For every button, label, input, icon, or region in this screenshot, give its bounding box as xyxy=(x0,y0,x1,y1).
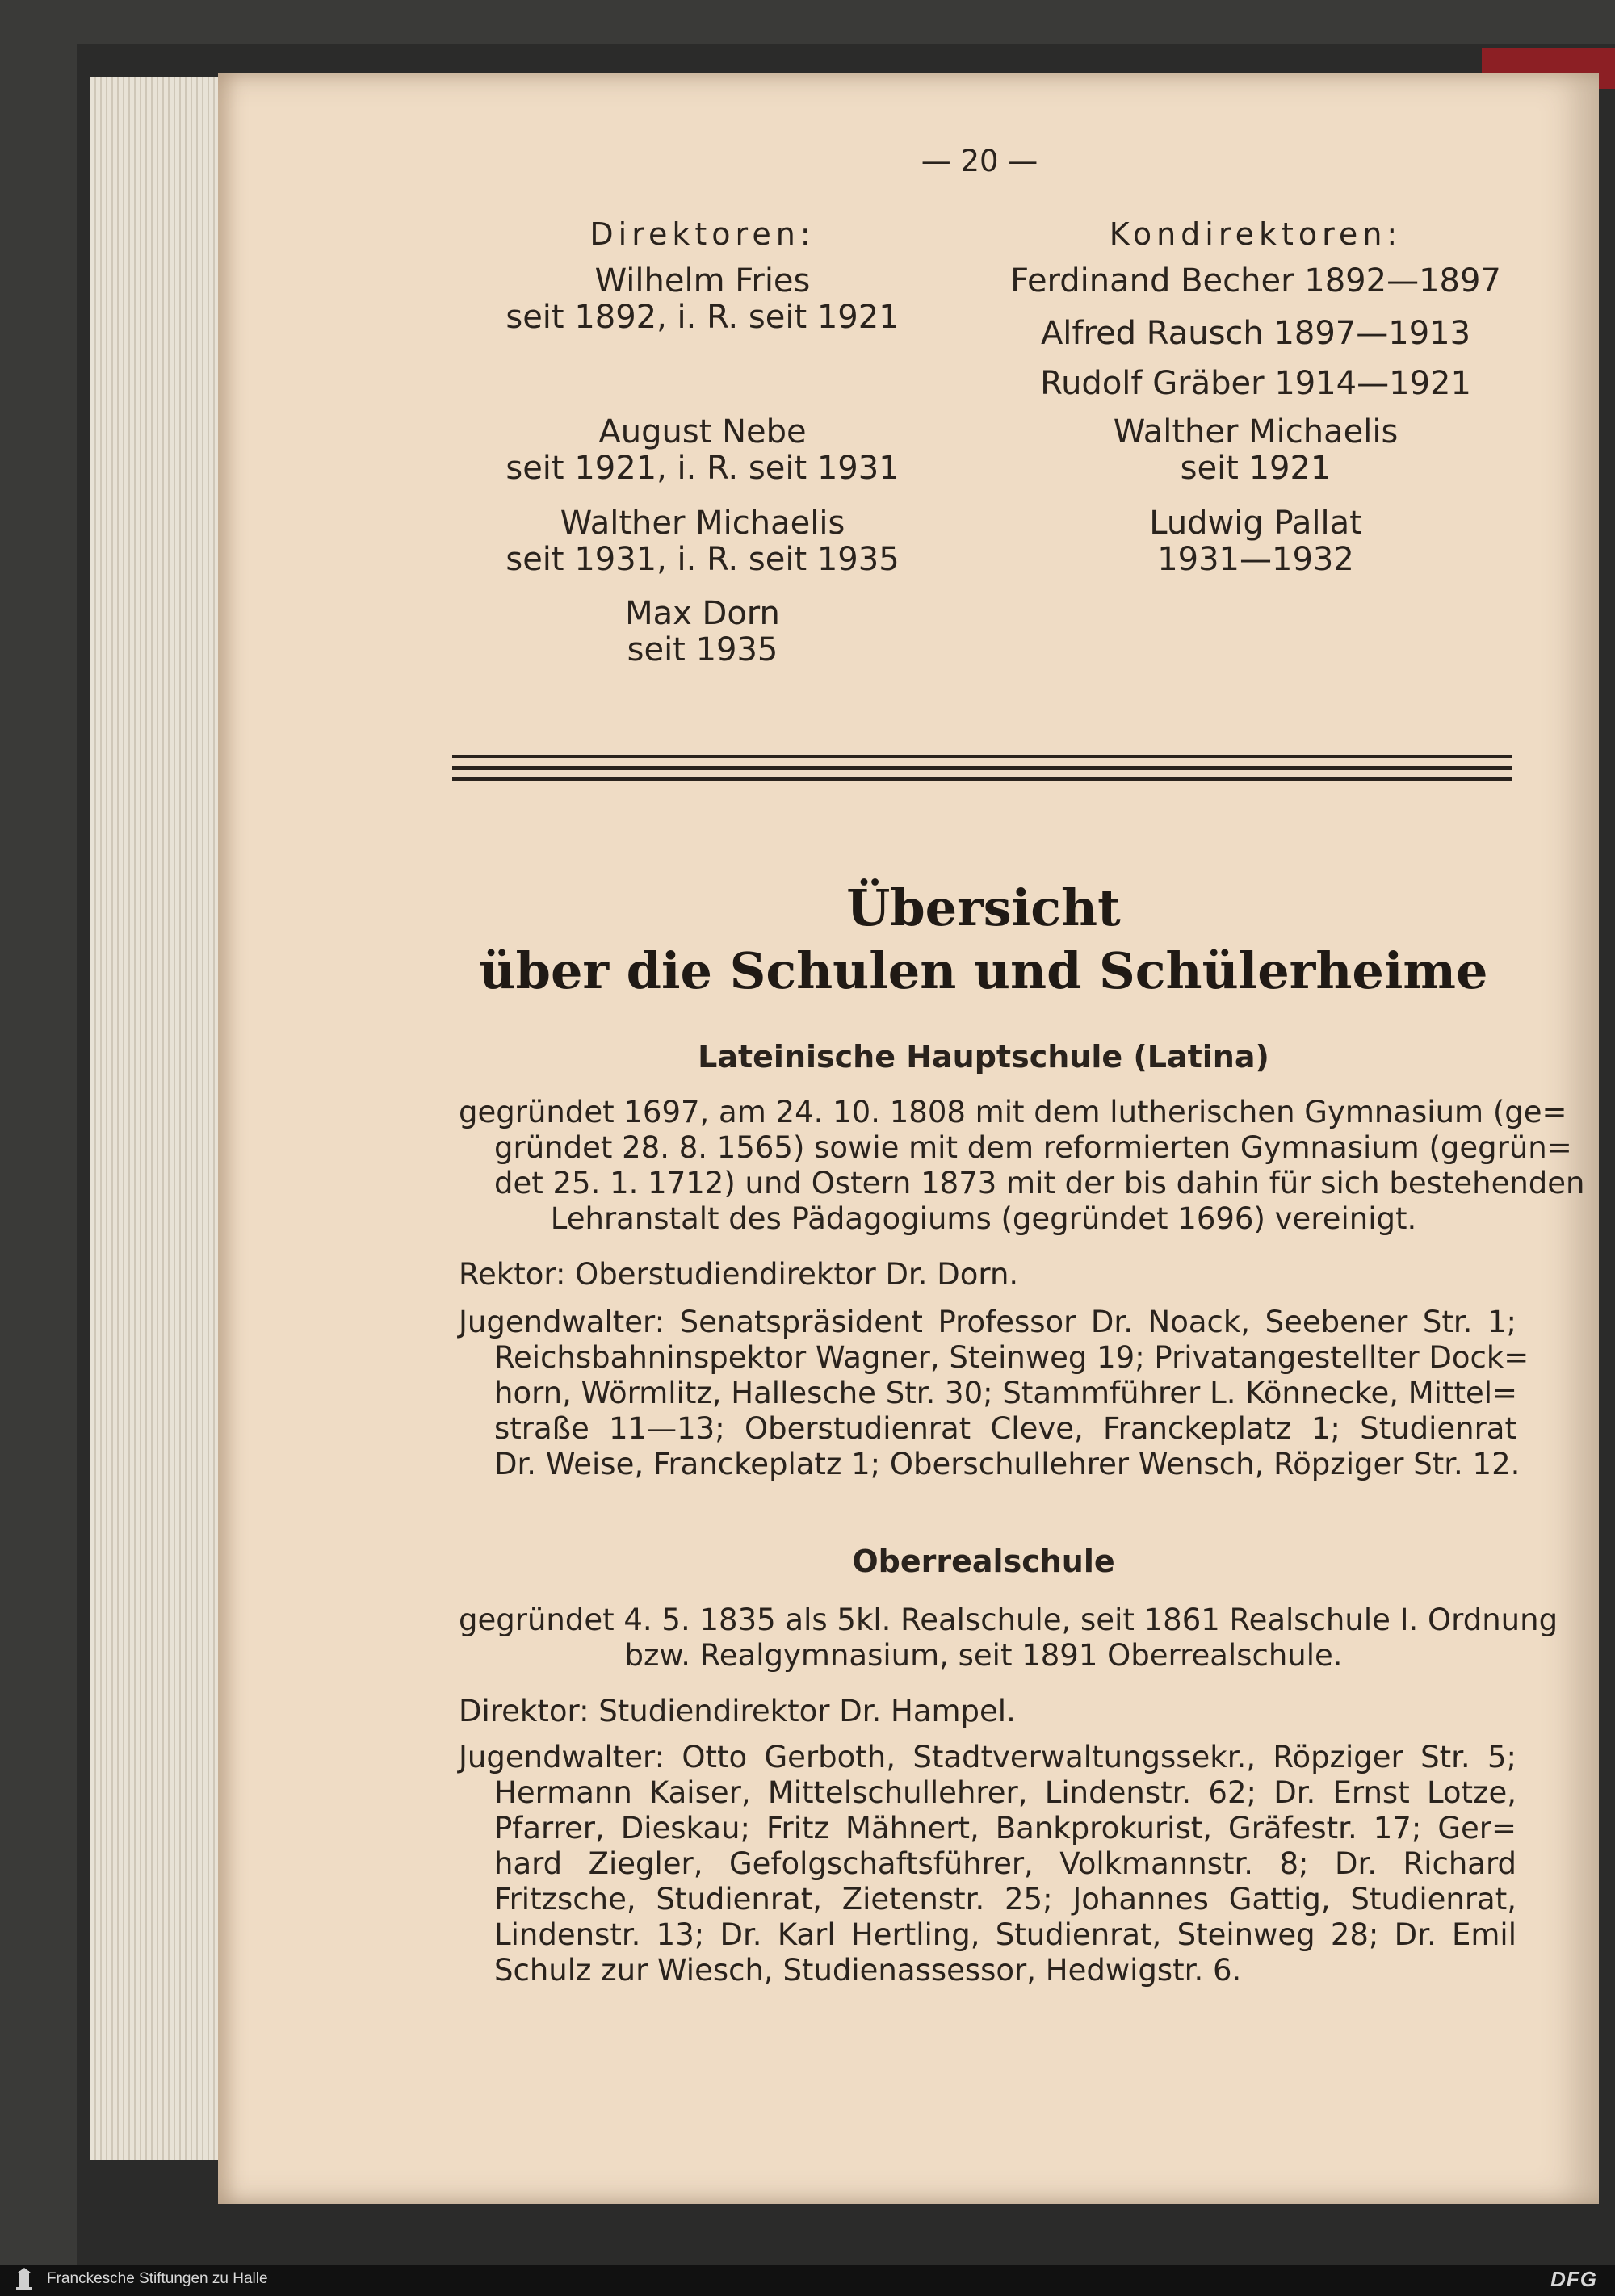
page-stack-edge xyxy=(90,77,228,2160)
latina-history-line: gründet 28. 8. 1565) sowie mit dem reformierten Gymnasium (gegrün= xyxy=(494,1130,1572,1165)
latina-jugendwalter-line: Dr. Weise, Franckeplatz 1; Oberschullehrer Wensch, Röpziger Str. 12. xyxy=(494,1447,1521,1481)
oberrealschule-history-line: gegründet 4. 5. 1835 als 5kl. Realschule, seit 1861 Realschule I. Ordnung xyxy=(459,1603,1558,1637)
condirector-name: Alfred Rausch 1897—1913 xyxy=(1040,315,1471,352)
condirector-name: Ferdinand Becher 1892—1897 xyxy=(1010,262,1501,300)
oberrealschule-jugendwalter-line: Fritzsche, Studienrat, Zietenstr. 25; Johannes Gattig, Studienrat, xyxy=(494,1882,1516,1917)
latina-history-line: gegründet 1697, am 24. 10. 1808 mit dem lutherischen Gymnasium (ge= xyxy=(459,1095,1567,1129)
oberrealschule-direktor: Direktor: Studiendirektor Dr. Hampel. xyxy=(459,1694,1016,1728)
director-detail: seit 1935 xyxy=(627,631,778,668)
condirector-name: Rudolf Gräber 1914—1921 xyxy=(1040,365,1471,402)
oberrealschule-history-line: bzw. Realgymnasium, seit 1891 Oberrealschule. xyxy=(624,1638,1343,1673)
condirectors-heading: Kondirektoren: xyxy=(1109,216,1403,252)
latina-history-line: det 25. 1. 1712) und Ostern 1873 mit der bis dahin für sich bestehenden xyxy=(494,1166,1585,1200)
condirector-name: Walther Michaelis xyxy=(1113,413,1399,450)
section-divider xyxy=(452,755,1512,784)
oberrealschule-jugendwalter-line: hard Ziegler, Gefolgschaftsführer, Volkmannstr. 8; Dr. Richard xyxy=(494,1846,1516,1881)
condirector-detail: seit 1921 xyxy=(1180,450,1332,487)
latina-jugendwalter-line: Jugendwalter: Senatspräsident Professor Dr. Noack, Seebener Str. 1; xyxy=(459,1305,1516,1339)
director-name: Max Dorn xyxy=(625,595,780,632)
director-detail: seit 1892, i. R. seit 1921 xyxy=(505,299,900,336)
latina-heading: Lateinische Hauptschule (Latina) xyxy=(698,1039,1269,1075)
page-number: — 20 — xyxy=(921,144,1038,178)
oberrealschule-jugendwalter-line: Jugendwalter: Otto Gerboth, Stadtverwaltungssekr., Röpziger Str. 5; xyxy=(459,1740,1516,1774)
director-name: Walther Michaelis xyxy=(560,505,845,542)
latina-rektor: Rektor: Oberstudiendirektor Dr. Dorn. xyxy=(459,1257,1019,1292)
oberrealschule-jugendwalter-line: Pfarrer, Dieskau; Fritz Mähnert, Bankprokurist, Gräfestr. 17; Ger= xyxy=(494,1811,1516,1846)
oberrealschule-jugendwalter-line: Schulz zur Wiesch, Studienassessor, Hedwigstr. 6. xyxy=(494,1953,1242,1988)
library-logo-icon xyxy=(11,2268,37,2294)
latina-jugendwalter-line: straße 11—13; Oberstudienrat Cleve, Franckeplatz 1; Studienrat xyxy=(494,1411,1516,1446)
latina-history-line: Lehranstalt des Pädagogiums (gegründet 1696) vereinigt. xyxy=(550,1201,1417,1236)
latina-jugendwalter-line: horn, Wörmlitz, Hallesche Str. 30; Stammführer L. Könnecke, Mittel= xyxy=(494,1376,1518,1410)
library-name: Franckesche Stiftungen zu Halle xyxy=(47,2270,268,2287)
director-detail: seit 1931, i. R. seit 1935 xyxy=(505,541,900,578)
director-name: Wilhelm Fries xyxy=(594,262,811,300)
oberrealschule-heading: Oberrealschule xyxy=(852,1544,1115,1579)
dfg-logo: DFG xyxy=(1550,2267,1597,2291)
director-name: August Nebe xyxy=(598,413,807,450)
directors-heading: Direktoren: xyxy=(589,216,816,252)
condirector-detail: 1931—1932 xyxy=(1157,541,1354,578)
director-detail: seit 1921, i. R. seit 1931 xyxy=(505,450,900,487)
oberrealschule-jugendwalter-line: Hermann Kaiser, Mittelschullehrer, Lindenstr. 62; Dr. Ernst Lotze, xyxy=(494,1775,1516,1810)
overview-title-line1: Übersicht xyxy=(846,878,1121,937)
latina-jugendwalter-line: Reichsbahninspektor Wagner, Steinweg 19; Privatangestellter Dock= xyxy=(494,1340,1529,1375)
overview-title-line2: über die Schulen und Schülerheime xyxy=(479,941,1488,1000)
condirector-name: Ludwig Pallat xyxy=(1149,505,1362,542)
oberrealschule-jugendwalter-line: Lindenstr. 13; Dr. Karl Hertling, Studienrat, Steinweg 28; Dr. Emil xyxy=(494,1917,1516,1952)
